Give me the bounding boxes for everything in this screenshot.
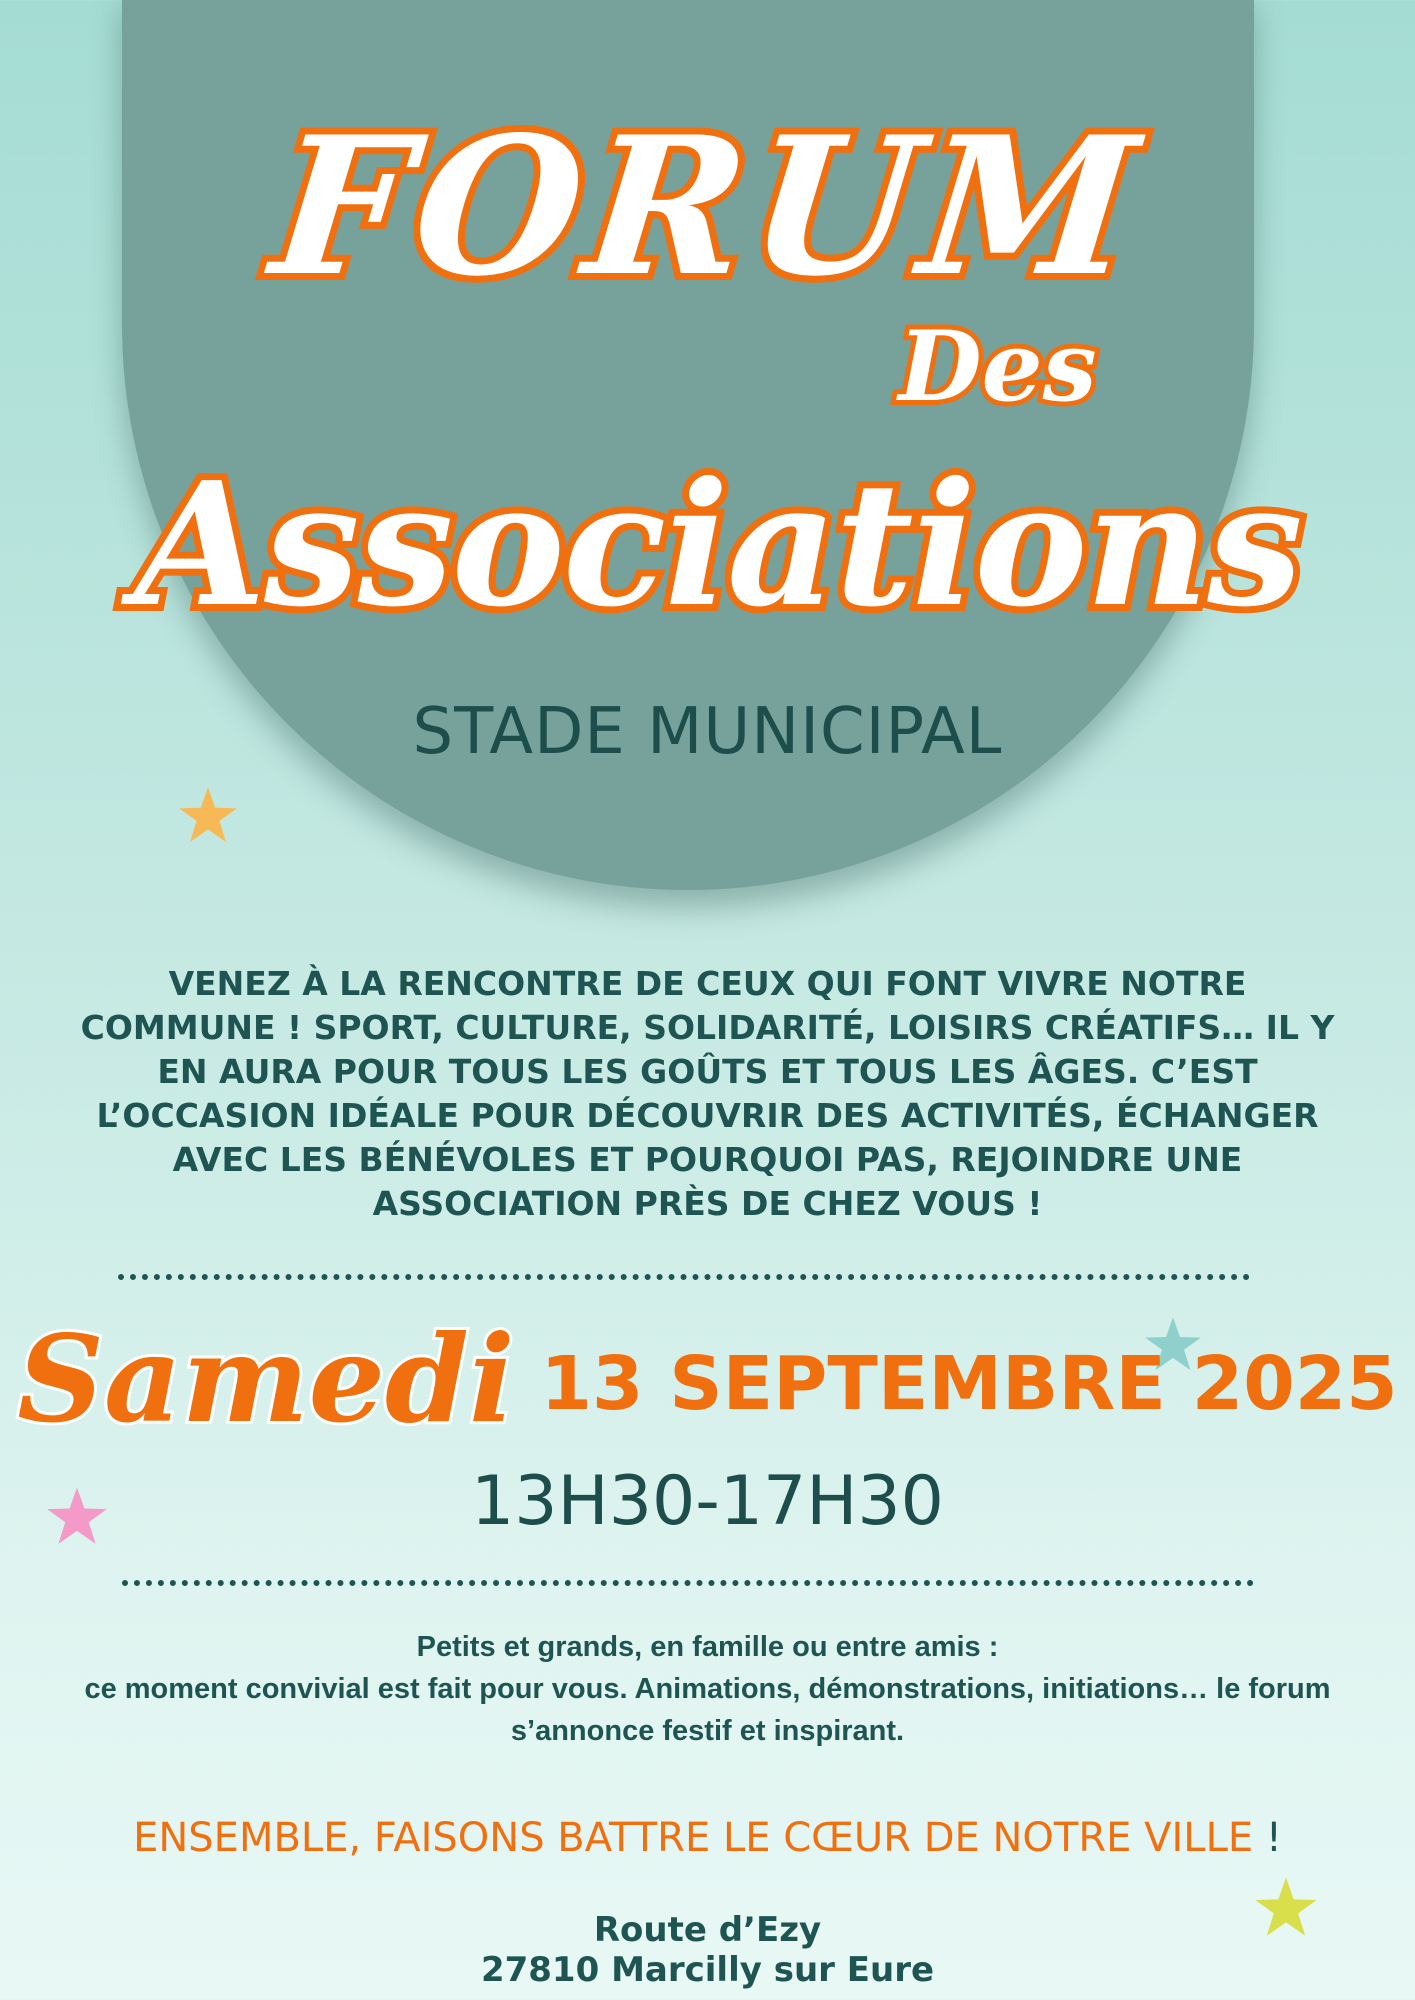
event-date (0, 1309, 1415, 1450)
slogan-exclamation: ! (1265, 1815, 1282, 1861)
description-line-2: ce moment convivial est fait pour vous. Animations, démonstrations, initiations… le forum s’annonce festif et inspirant. (84, 1673, 1331, 1747)
venue-label: STADE MUNICIPAL (412, 695, 1003, 769)
dotted-divider (118, 1274, 1250, 1280)
date-text: 13 SEPTEMBRE 2025 (540, 1341, 1398, 1427)
address (0, 1910, 1415, 1990)
event-hours: 13H30-17H30 (471, 1462, 944, 1541)
address-city: 27810 Marcilly sur Eure (480, 1950, 935, 1990)
description (30, 1626, 1385, 1752)
title-des: Des (898, 310, 1097, 423)
slogan-text: ENSEMBLE, FAISONS BATTRE LE CŒUR DE NOTRE VILLE (133, 1815, 1266, 1861)
star-icon (46, 1486, 108, 1546)
title-associations: Associations (134, 445, 1301, 645)
dotted-divider (122, 1580, 1254, 1586)
date-day: Samedi (17, 1309, 515, 1450)
description-line-1: Petits et grands, en famille ou entre amis : (416, 1631, 999, 1663)
title-forum: FORUM (263, 95, 1152, 318)
intro-paragraph: VENEZ À LA RENCONTRE DE CEUX QUI FONT VIVRE NOTRE COMMUNE ! SPORT, CULTURE, SOLIDARITÉ, LOISIRS CRÉATIFS… IL Y EN AURA POUR TOUS LES GOÛTS ET TOUS LES ÂGES. C’EST L’OCCASION IDÉALE POUR DÉCOUVRIR DES ACTIVITÉS, ÉCHANGER AVEC LES BÉNÉVOLES ET POURQUOI PAS, REJOINDRE UNE ASSOCIATION PRÈS DE CHEZ VOUS ! (80, 964, 1335, 1223)
star-icon (178, 786, 238, 844)
address-street: Route d’Ezy (593, 1910, 822, 1950)
slogan (0, 1815, 1415, 1861)
